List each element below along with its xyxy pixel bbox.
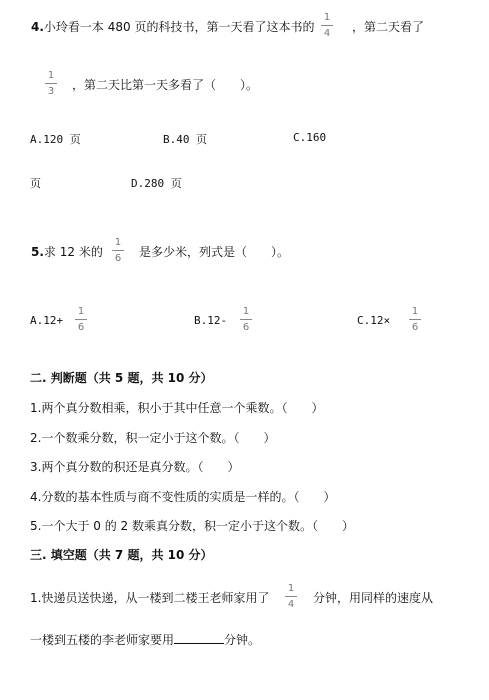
fill-q1-text-d: 分钟。 [224, 633, 261, 647]
judge-heading: 二. 判断题（共 5 题，共 10 分） [30, 371, 213, 385]
judge-item-2: 2.一个数乘分数，积一定小于这个数。（ ） [30, 431, 276, 445]
q4-text-b: ，第二天看了 [352, 20, 425, 34]
q5-option-b-fraction: 1 6 [239, 306, 253, 333]
q4-line1 [31, 18, 314, 35]
fill-heading: 三. 填空题（共 7 题，共 10 分） [30, 548, 213, 562]
q5-option-c-fraction: 1 6 [408, 306, 422, 333]
q4-option-a: A.120 页 [30, 133, 81, 146]
fill-q1-fraction: 1 4 [284, 583, 298, 610]
q4-option-c: C.160 [293, 131, 327, 144]
q4-option-d: D.280 页 [131, 177, 182, 190]
q5-text-b: 是多少米，列式是（ ）。 [139, 245, 290, 259]
q5-fraction: 1 6 [111, 237, 125, 264]
q4-text-a: 小玲看一本 480 页的科技书，第一天看了这本书的 [43, 20, 315, 34]
q5-option-a-fraction: 1 6 [74, 306, 88, 333]
judge-item-1: 1.两个真分数相乘，积小于其中任意一个乘数。（ ） [30, 401, 324, 415]
judge-item-3: 3.两个真分数的积还是真分数。（ ） [30, 460, 240, 474]
q5-number: 5. [31, 245, 44, 259]
q5-option-a: A.12+ [30, 314, 64, 327]
q4-option-b: B.40 页 [163, 133, 208, 146]
fill-q1-text-c: 一楼到五楼的李老师家要用 [30, 633, 175, 647]
q5-option-b: B.12- [194, 314, 228, 327]
judge-item-5: 5.一个大于 0 的 2 数乘真分数，积一定小于这个数。（ ） [30, 519, 354, 533]
fill-q1-answer-blank[interactable] [174, 633, 224, 644]
fill-q1-text-a: 1.快递员送快递，从一楼到二楼王老师家用了 [30, 591, 270, 605]
q4-fraction-1: 1 4 [320, 12, 334, 39]
q4-fraction-2: 1 3 [44, 70, 58, 97]
q4-option-c-continued: 页 [30, 177, 41, 190]
q4-text-c: ，第二天比第一天多看了（ ）。 [72, 78, 259, 92]
judge-item-4: 4.分数的基本性质与商不变性质的实质是一样的。（ ） [30, 490, 336, 504]
q5-line [31, 243, 103, 260]
q5-text-a: 求 12 米的 [43, 245, 103, 259]
q5-option-c: C.12× [357, 314, 391, 327]
fill-q1-text-b: 分钟，用同样的速度从 [313, 591, 434, 605]
q4-number: 4. [31, 20, 44, 34]
fill-q1-line2 [30, 631, 260, 648]
